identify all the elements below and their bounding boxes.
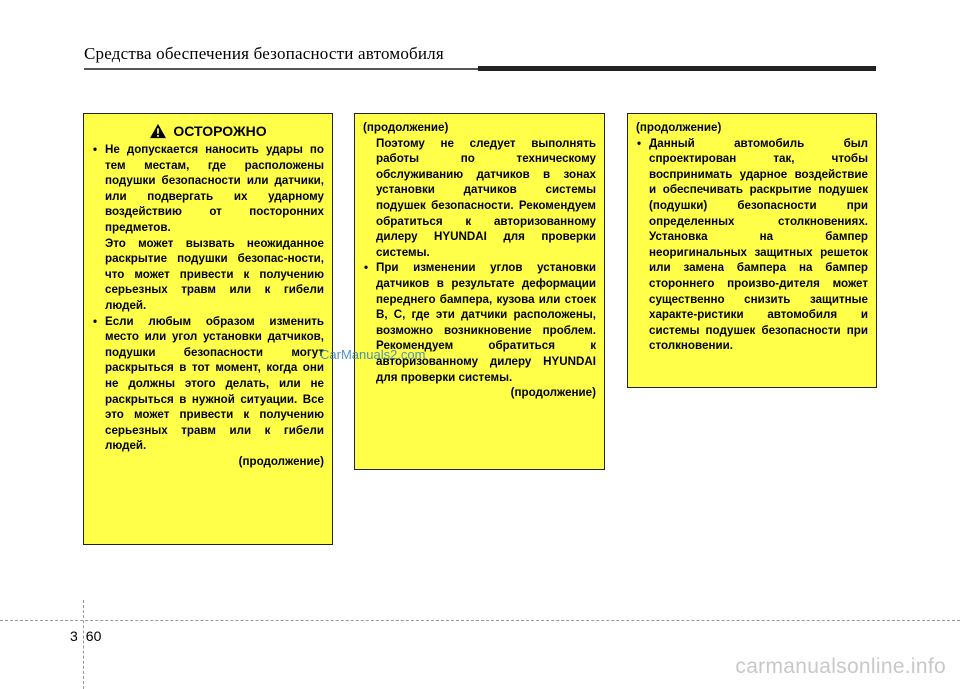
continued-paragraph-1: Поэтому не следует выполнять работы по техническому обслуживанию датчиков в зонах установки датчиков системы подушек безопасности. Рекомендуем обратиться к авторизованному дилеру HYUNDAI для проверки системы. [376, 136, 596, 259]
page-number [70, 628, 101, 644]
continued-label: (продолжение) [510, 386, 596, 400]
caution-title: ОСТОРОЖНО [173, 123, 267, 139]
page-header-title: Средства обеспечения безопасности автомобиля [84, 44, 444, 63]
continued-label: (продолжение) [238, 454, 324, 468]
caution-bullet-2: • Если любым образом изменить место или угол установки датчиков, подушки безопасности могут раскрыться в тот момент, когда они не должны этого делать, или не раскрыться в нужной ситуации. Все это может привести к получению серьезных травм или к гибели людей. [92, 314, 324, 454]
continued-bullet-2: • Данный автомобиль был спроектирован так, чтобы воспринимать ударное воздействие и обеспечивать раскрытие подушек (подушки) безопасности при определенных столкновениях. Установка на бампер неоригинальных защитных решеток или замена бампера на бампер стороннего произво-дителя может существенно снизить защитные характе-ристики автомобиля и системы подушек безопасности при столкновении. [636, 136, 868, 354]
caution-box-continued-1 [354, 113, 605, 470]
footer-rule [0, 620, 960, 621]
warning-triangle-icon [149, 123, 167, 139]
page-number-value: 60 [85, 628, 102, 644]
page-section: 3 [70, 628, 78, 644]
caution-paragraph-1: Это может вызвать неожиданное раскрытие подушки безопас-ности, что может привести к получению серьезных травм или к гибели людей. [105, 236, 324, 312]
caution-bullet-1: • Не допускается наносить удары по тем местам, где расположены подушки безопасности или датчики, или подвергать их ударному воздействию от посторонних предметов. [92, 142, 324, 236]
header-rule-accent [478, 66, 876, 71]
watermark-text: CarManuals2.com [320, 347, 426, 362]
footer-vertical-rule [83, 600, 84, 689]
continued-top-label: (продолжение) [363, 121, 449, 134]
caution-heading [92, 122, 324, 140]
continued-top-label: (продолжение) [636, 121, 722, 134]
caution-box-continued-2 [627, 113, 877, 388]
continued-bullet-1: • При изменении углов установки датчиков в результате деформации переднего бампера, кузова или стоек B, C, где эти датчики расположены, возможно возникновение проблем. Рекомендуем обратиться к авторизованному дилеру HYUNDAI для проверки системы. [363, 260, 596, 385]
footer-site-logo[interactable]: carmanualsonline.info [735, 655, 946, 678]
caution-box [83, 113, 333, 545]
